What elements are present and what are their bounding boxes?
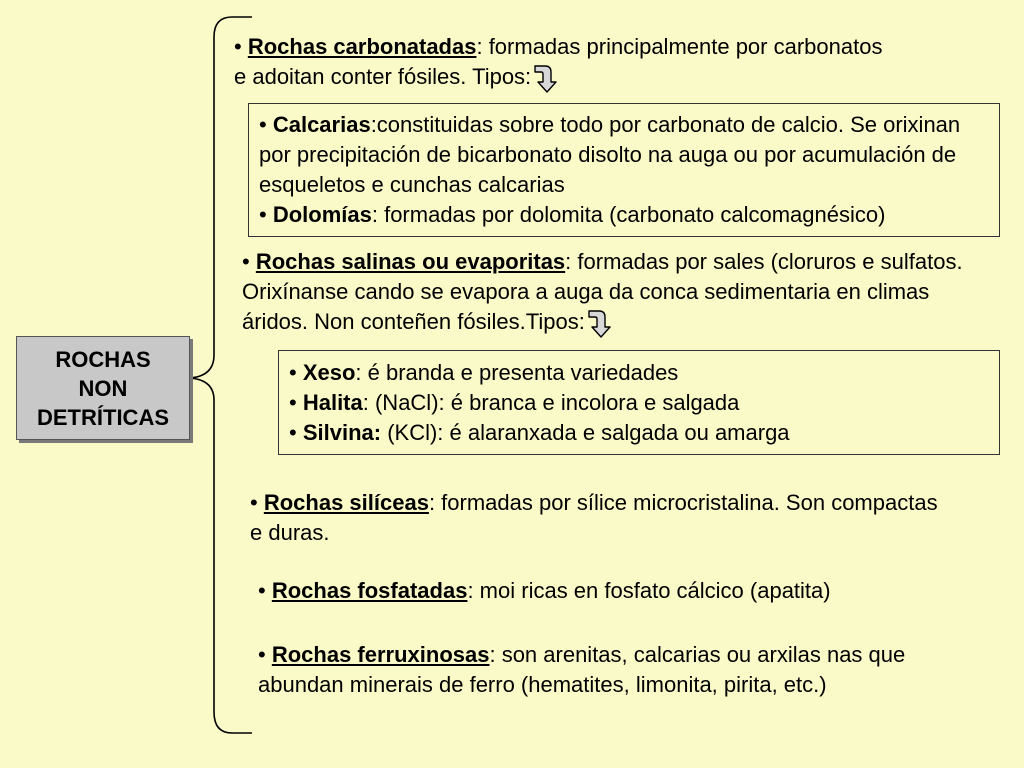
siliceas-term: Rochas silíceas xyxy=(263,490,429,515)
carbonatadas-text: : formadas principalmente por carbonatos e adoitan conter fósiles. Tipos: xyxy=(234,34,883,89)
salinas-text: : formadas por sales (cloruros e sulfatos. Orixínanse cando se evapora a auga da conca sedimentaria en climas áridos. Non conteñen fósiles.Tipos: xyxy=(242,249,963,334)
title-line-2: NON xyxy=(78,375,128,401)
salinas-types-box xyxy=(278,350,1000,455)
silvina-term: Silvina: xyxy=(302,420,382,445)
title-line-3: DETRÍTICAS xyxy=(37,404,169,430)
bullet: • xyxy=(259,202,267,227)
calcarias-text: :constituidas sobre todo por carbonato de calcio. Se orixinan por precipitación de bicarbonato disolto na auga ou por acumulación de esqueletos e cunchas calcarias xyxy=(259,112,961,197)
bullet: • xyxy=(242,249,250,274)
bullet: • xyxy=(234,34,242,59)
bullet: • xyxy=(289,390,297,415)
carbonatadas-block xyxy=(234,32,884,94)
type-item-halita xyxy=(289,388,989,418)
bullet: • xyxy=(259,112,267,137)
ferruxinosas-text: : son arenitas, calcarias ou arxilas nas que abundan minerais de ferro (hematites, limonita, pirita, etc.) xyxy=(258,642,906,697)
siliceas-text: : formadas por sílice microcristalina. Son compactas e duras. xyxy=(250,490,938,545)
salinas-term: Rochas salinas ou evaporitas xyxy=(255,249,566,274)
fosfatadas-block xyxy=(258,576,978,606)
ferruxinosas-block xyxy=(258,640,978,700)
carbonatadas-term: Rochas carbonatadas xyxy=(247,34,477,59)
type-item-xeso xyxy=(289,358,989,388)
title-line-1: ROCHAS xyxy=(55,346,151,372)
type-item-silvina xyxy=(289,418,989,448)
halita-term: Halita xyxy=(302,390,363,415)
carbonatadas-types-box xyxy=(248,103,1000,237)
bullet: • xyxy=(258,642,266,667)
bullet: • xyxy=(289,420,297,445)
calcarias-term: Calcarias xyxy=(272,112,371,137)
down-arrow-icon xyxy=(587,307,613,339)
dolomias-term: Dolomías xyxy=(272,202,372,227)
bullet: • xyxy=(250,490,258,515)
xeso-text: : é branda e presenta variedades xyxy=(355,360,679,385)
siliceas-block xyxy=(250,488,940,548)
salinas-block xyxy=(242,247,987,339)
ferruxinosas-term: Rochas ferruxinosas xyxy=(271,642,490,667)
down-arrow-icon xyxy=(533,62,559,94)
bullet: • xyxy=(289,360,297,385)
fosfatadas-text: : moi ricas en fosfato cálcico (apatita) xyxy=(467,578,831,603)
fosfatadas-term: Rochas fosfatadas xyxy=(271,578,468,603)
xeso-term: Xeso xyxy=(302,360,356,385)
type-item-dolomias xyxy=(259,200,989,230)
dolomias-text: : formadas por dolomita (carbonato calcomagnésico) xyxy=(371,202,886,227)
type-item-calcarias xyxy=(259,110,989,200)
main-topic-box xyxy=(16,336,190,440)
halita-text: : (NaCl): é branca e incolora e salgada xyxy=(362,390,740,415)
silvina-text: (KCl): é alaranxada e salgada ou amarga xyxy=(381,420,790,445)
bullet: • xyxy=(258,578,266,603)
